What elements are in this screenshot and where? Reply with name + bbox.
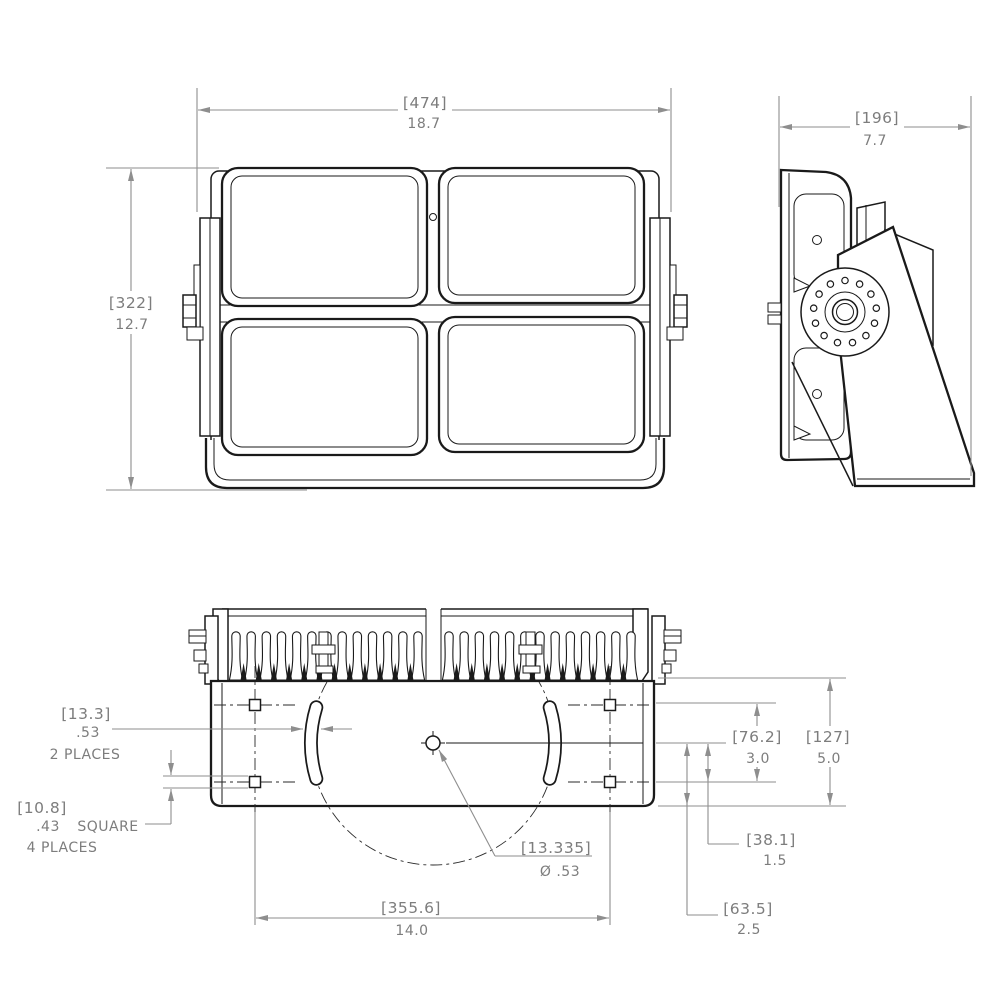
front-left-bracket (183, 218, 220, 436)
dim-side-depth-inch: 7.7 (863, 133, 887, 149)
dim-plate-height (803, 679, 856, 805)
side-view (768, 170, 974, 486)
panel-bottom-right (439, 317, 644, 452)
dim-square-hole-suffix: SQUARE (77, 819, 139, 835)
dim-side-depth-mm: [196] (854, 109, 900, 127)
bottom-view (189, 609, 681, 865)
front-right-bolt (674, 295, 687, 327)
side-yoke-arm (838, 227, 974, 486)
square-hole (250, 777, 261, 788)
dim-front-height-mm: [322] (108, 294, 154, 312)
dim-center-to-row-inch: 1.5 (763, 853, 787, 869)
dim-front-width-mm: [474] (402, 94, 448, 112)
front-left-bolt (183, 295, 196, 327)
bottom-left-bracket (189, 616, 218, 684)
square-hole (250, 700, 261, 711)
bottom-right-bracket (652, 616, 681, 684)
dim-center-to-bottom-inch: 2.5 (737, 922, 761, 938)
square-hole (605, 777, 616, 788)
dim-center-to-bottom-mm: [63.5] (723, 900, 773, 918)
dim-front-width-inch: 18.7 (407, 116, 441, 132)
dim-center-hole-mm: [13.335] (520, 839, 592, 857)
dim-slot-width-inch: .53 (76, 725, 100, 741)
panel-top-left (222, 168, 427, 306)
curved-slot-left (311, 707, 316, 778)
dim-front-height-inch: 12.7 (115, 317, 149, 333)
dim-square-hole-places: 4 PLACES (26, 840, 98, 856)
side-trunnion-pin (768, 303, 781, 312)
side-hinge-disc (801, 268, 889, 356)
panel-top-right (439, 168, 644, 303)
dim-column-spacing-inch: 14.0 (395, 923, 429, 939)
front-view (183, 168, 687, 488)
dim-square-hole-mm: [10.8] (17, 799, 67, 817)
heat-sink (213, 609, 648, 681)
front-right-bracket (650, 218, 687, 436)
square-hole (605, 700, 616, 711)
dim-square-hole-inch: .43 (36, 819, 60, 835)
dim-row-spacing (730, 704, 784, 781)
dim-row-spacing-inch: 3.0 (746, 751, 770, 767)
dim-plate-height-mm: [127] (805, 728, 851, 746)
panel-bottom-left (222, 319, 427, 455)
dim-row-spacing-mm: [76.2] (732, 728, 782, 746)
dim-column-spacing-mm: [355.6] (381, 899, 441, 917)
dim-center-hole-inch: Ø .53 (539, 864, 581, 880)
dim-center-to-row-mm: [38.1] (746, 831, 796, 849)
dim-slot-width-places: 2 PLACES (49, 747, 121, 763)
dim-slot-width-mm: [13.3] (61, 705, 111, 723)
dim-plate-height-inch: 5.0 (817, 751, 841, 767)
